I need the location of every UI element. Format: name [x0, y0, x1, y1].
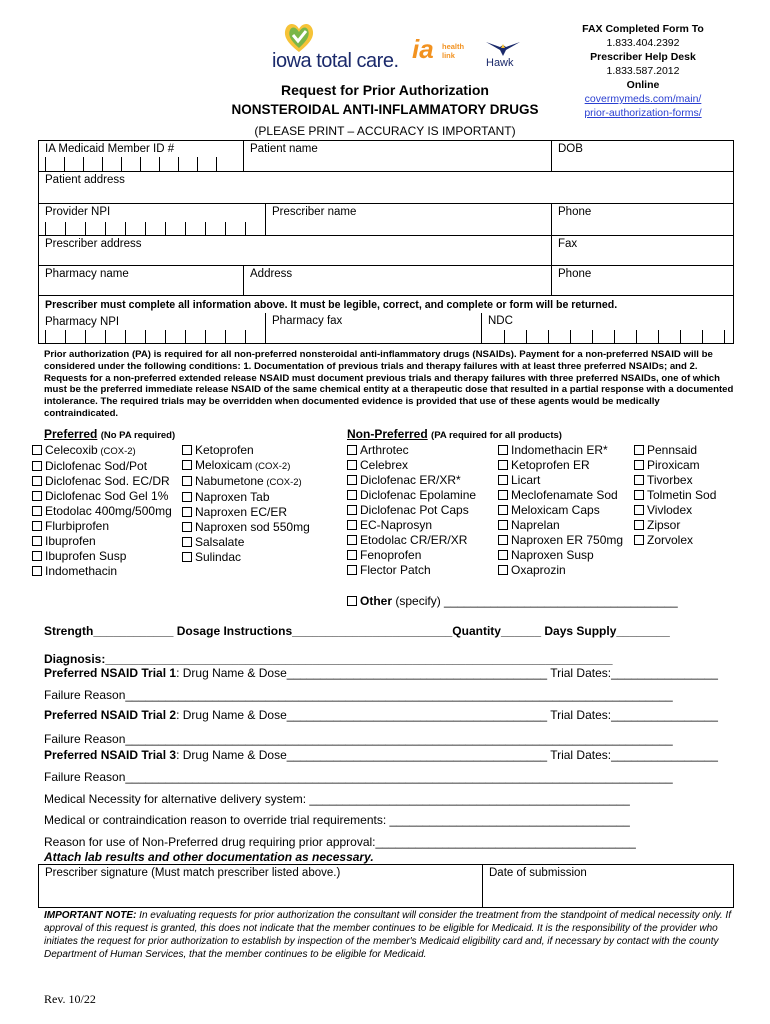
preferred-drug-note: (COX-2)	[252, 461, 291, 472]
other-checkbox[interactable]	[347, 596, 357, 606]
other-specify-field[interactable]: (specify) ___________________________________	[395, 594, 678, 608]
preferred-drug-item[interactable]	[182, 505, 310, 520]
patient-address-field[interactable]: Patient address	[39, 171, 733, 204]
nonpreferred-drug-checkbox[interactable]	[347, 550, 357, 560]
nonpreferred-drug-item[interactable]	[498, 488, 623, 503]
preferred-drug-item[interactable]	[182, 458, 310, 474]
form-title: Request for Prior Authorization	[281, 82, 489, 98]
covermymeds-link[interactable]: covermymeds.com/main/	[584, 93, 702, 105]
preferred-drug-item[interactable]	[182, 443, 310, 458]
dosage-field[interactable]: Dosage Instructions________________________	[176, 624, 453, 638]
nonpreferred-drug-checkbox[interactable]	[634, 475, 644, 485]
preferred-drug-checkbox[interactable]	[182, 552, 192, 562]
preferred-list-1	[32, 443, 172, 579]
prescriber-name-field[interactable]: Prescriber name	[265, 204, 550, 236]
preferred-drug-item[interactable]	[32, 534, 172, 549]
preferred-drug-label: Meloxicam	[195, 458, 253, 472]
pharmacy-name-field[interactable]: Pharmacy name	[45, 268, 129, 280]
nonpreferred-drug-item[interactable]	[347, 563, 476, 578]
prescriber-signature-field[interactable]: Prescriber signature (Must match prescriber listed above.)	[45, 867, 341, 879]
med-necessity-field[interactable]: Medical Necessity for alternative delivery system: ________________________________________________	[44, 792, 630, 806]
nonpreferred-drug-checkbox[interactable]	[347, 460, 357, 470]
nonpreferred-drug-item[interactable]	[347, 533, 476, 548]
trial2-drug-field[interactable]: : Drug Name & Dose_______________________________________	[176, 708, 548, 722]
preferred-drug-label: Naproxen EC/ER	[195, 505, 288, 519]
nonpreferred-drug-label: Vivlodex	[647, 503, 693, 517]
provider-npi-label: Provider NPI	[45, 206, 111, 218]
nonpreferred-drug-label: Meloxicam Caps	[511, 503, 600, 517]
info-grid	[38, 140, 734, 344]
row-pharmacy	[39, 265, 733, 296]
nonpreferred-drug-item[interactable]	[347, 473, 476, 488]
nonpreferred-drug-label: EC-Naprosyn	[360, 518, 433, 532]
ia-health-link-logo: ia health link	[412, 34, 465, 64]
preferred-drug-item[interactable]	[32, 489, 172, 504]
nonpreferred-list-1	[347, 443, 476, 578]
provider-npi-field[interactable]	[45, 222, 265, 236]
nonpreferred-drug-checkbox[interactable]	[498, 535, 508, 545]
nonpreferred-drug-item[interactable]	[498, 473, 623, 488]
nonpreferred-drug-checkbox[interactable]	[347, 490, 357, 500]
nonpreferred-drug-checkbox[interactable]	[634, 445, 644, 455]
preferred-drug-item[interactable]	[182, 535, 310, 550]
important-note	[44, 909, 734, 961]
failure2-field[interactable]: Failure Reason__________________________________________________________________________________	[44, 732, 673, 746]
preferred-drug-checkbox[interactable]	[182, 445, 192, 455]
nonpreferred-drug-label: Naproxen Susp	[511, 548, 594, 562]
trial1-drug-field[interactable]: : Drug Name & Dose_______________________________________	[176, 666, 548, 680]
preferred-drug-label: Ibuprofen	[45, 534, 96, 548]
nonpreferred-drug-item[interactable]	[498, 503, 623, 518]
failure3-field[interactable]: Failure Reason__________________________________________________________________________________	[44, 770, 673, 784]
nonpreferred-drug-item[interactable]	[634, 533, 716, 548]
preferred-drug-checkbox[interactable]	[32, 551, 42, 561]
nonpreferred-drug-item[interactable]	[347, 488, 476, 503]
nonpreferred-drug-label: Arthrotec	[360, 443, 409, 457]
fax-number: 1.833.404.2392	[606, 37, 680, 49]
nonpreferred-drug-checkbox[interactable]	[347, 565, 357, 575]
preferred-drug-item[interactable]	[32, 459, 172, 474]
row-prescriber-address	[39, 235, 733, 266]
strength-field[interactable]: Strength____________	[44, 624, 174, 638]
revision-label: Rev. 10/22	[44, 992, 96, 1006]
nonpreferred-drug-checkbox[interactable]	[498, 475, 508, 485]
dob-field[interactable]: DOB	[551, 141, 733, 171]
nonpreferred-drug-checkbox[interactable]	[498, 520, 508, 530]
trial2-row: Preferred NSAID Trial 2: Drug Name & Dose_______________________________________ Trial Dates:________________	[44, 708, 718, 722]
preferred-drug-checkbox[interactable]	[32, 476, 42, 486]
preferred-drug-item[interactable]	[32, 504, 172, 519]
days-supply-field[interactable]: Days Supply________	[544, 624, 670, 638]
logo-text: iowa total care.	[272, 50, 399, 72]
help-desk-number: 1.833.587.2012	[606, 65, 680, 77]
row-pharmacy-npi	[39, 295, 733, 344]
nonpreferred-drug-label: Piroxicam	[647, 458, 700, 472]
nonpreferred-drug-label: Ketoprofen ER	[511, 458, 590, 472]
preferred-drug-item[interactable]	[182, 520, 310, 535]
nonpreferred-drug-checkbox[interactable]	[634, 460, 644, 470]
nonpreferred-drug-label: Tivorbex	[647, 473, 693, 487]
nonpreferred-drug-label: Pennsaid	[647, 443, 698, 457]
nonpreferred-drug-item[interactable]	[498, 518, 623, 533]
heart-logo-icon	[282, 20, 316, 54]
preferred-drug-label: Diclofenac Sod. EC/DR	[45, 474, 170, 488]
quantity-field[interactable]: Quantity______	[452, 624, 542, 638]
other-drug-row: Other (specify) ___________________________________	[347, 594, 678, 608]
preferred-drug-checkbox[interactable]	[182, 507, 192, 517]
preferred-drug-label: Naproxen sod 550mg	[195, 520, 310, 534]
nonpreferred-drug-item[interactable]	[634, 518, 716, 533]
preferred-drug-item[interactable]	[32, 519, 172, 534]
nonpreferred-drug-item[interactable]	[347, 548, 476, 563]
preferred-drug-label: Indomethacin	[45, 564, 118, 578]
preferred-drug-item[interactable]	[32, 564, 172, 579]
form-subtitle: NONSTEROIDAL ANTI-INFLAMMATORY DRUGS	[231, 102, 539, 117]
nonpreferred-drug-checkbox[interactable]	[498, 505, 508, 515]
preferred-drug-label: Naproxen Tab	[195, 490, 270, 504]
failure1-field[interactable]: Failure Reason__________________________________________________________________________________	[44, 688, 673, 702]
nonpreferred-drug-checkbox[interactable]	[498, 565, 508, 575]
member-id-field[interactable]	[45, 157, 235, 171]
nonpreferred-drug-checkbox[interactable]	[498, 490, 508, 500]
nonpreferred-drug-item[interactable]	[347, 443, 476, 458]
preferred-drug-checkbox[interactable]	[32, 491, 42, 501]
preferred-drug-item[interactable]	[32, 443, 172, 459]
signature-box	[38, 864, 734, 908]
nonpreferred-drug-item[interactable]	[347, 458, 476, 473]
nonpreferred-drug-label: Diclofenac ER/XR*	[360, 473, 461, 487]
pa-criteria-text: Prior authorization (PA) is required for all non-preferred nonsteroidal anti-inflammatory drugs (NSAIDs). Payment for a non-preferred NSAID will be considered under the following conditions: 1. Documentation of previous trials and therapy failures with at least three preferred NSAIDs; and 2. Requests for a non-preferred extended release NSAID must document previous trials and therapy failures with three preferred NSAIDs, one of which must be the preferred immediate release NSAID of the same chemical entity at a therapeutic dose that resulted in a partial response with a documented intolerance. The required trials may be overridden when documented evidence is provided that use of these agents would be medically contraindicated.	[44, 349, 734, 419]
preferred-drug-item[interactable]	[182, 550, 310, 565]
print-note: (PLEASE PRINT – ACCURACY IS IMPORTANT)	[254, 124, 516, 138]
preferred-drug-label: Ibuprofen Susp	[45, 549, 127, 563]
nonpreferred-drug-item[interactable]	[498, 548, 623, 563]
nonpreferred-list-3	[634, 443, 716, 548]
nonpreferred-drug-checkbox[interactable]	[347, 535, 357, 545]
pharmacy-phone-field[interactable]: Phone	[551, 266, 733, 296]
preferred-drug-checkbox[interactable]	[182, 476, 192, 486]
trial3-dates-field[interactable]: Trial Dates:________________	[550, 748, 718, 762]
nonpreferred-drug-checkbox[interactable]	[347, 475, 357, 485]
preferred-drug-checkbox[interactable]	[32, 445, 42, 455]
trial1-row: Preferred NSAID Trial 1: Drug Name & Dose_______________________________________ Trial Dates:________________	[44, 666, 718, 680]
preferred-drug-item[interactable]	[32, 474, 172, 489]
nonpreferred-drug-label: Naproxen ER 750mg	[511, 533, 624, 547]
nonpreferred-drug-label: Diclofenac Epolamine	[360, 488, 477, 502]
prescriber-address-field[interactable]: Prescriber address	[45, 238, 142, 250]
preferred-drug-checkbox[interactable]	[32, 461, 42, 471]
hawk-bird-icon	[486, 40, 520, 58]
nonpreferred-drug-label: Oxaprozin	[511, 563, 566, 577]
trial3-drug-field[interactable]: : Drug Name & Dose_______________________________________	[176, 748, 548, 762]
trial2-dates-field[interactable]: Trial Dates:________________	[550, 708, 718, 722]
trial1-dates-field[interactable]: Trial Dates:________________	[550, 666, 718, 680]
preferred-drug-item[interactable]	[182, 490, 310, 505]
preferred-drug-label: Diclofenac Sod/Pot	[45, 459, 148, 473]
ndc-field[interactable]: NDC	[481, 313, 733, 344]
nonpreferred-drug-label: Zorvolex	[647, 533, 694, 547]
preferred-drug-item[interactable]	[32, 549, 172, 564]
preferred-drug-item[interactable]	[182, 474, 310, 490]
help-desk-label: Prescriber Help Desk	[590, 51, 696, 63]
member-id-label: IA Medicaid Member ID #	[45, 143, 175, 155]
preferred-drug-label: Celecoxib	[45, 443, 98, 457]
preferred-drug-checkbox[interactable]	[182, 522, 192, 532]
preferred-drug-note: (COX-2)	[97, 446, 136, 457]
nonpreferred-drug-label: Meclofenamate Sod	[511, 488, 618, 502]
important-note-text: In evaluating requests for prior authorization the consultant will consider the treatment from the standpoint of medical necessity only. If approval of this request is granted, this does not indicate that the member continues to be eligible for Medicaid. It is the responsibility of the provider who initiates the request for prior authorization to establish by inspection of the member's Medicaid eligibility card and, if necessary by contact with the county Department of Human Services, that the member continues to be eligible for Medicaid.	[44, 910, 731, 960]
nonpreferred-drug-checkbox[interactable]	[634, 490, 644, 500]
nonpreferred-drug-label: Etodolac CR/ER/XR	[360, 533, 468, 547]
preferred-drug-checkbox[interactable]	[182, 537, 192, 547]
attach-notice: Attach lab results and other documentation as necessary.	[44, 850, 374, 864]
contraindication-field[interactable]: Medical or contraindication reason to override trial requirements: ____________________________________	[44, 813, 630, 827]
row-member	[39, 141, 733, 171]
nonpreferred-drug-label: Fenoprofen	[360, 548, 422, 562]
preferred-drug-checkbox[interactable]	[32, 536, 42, 546]
form-title-block	[210, 82, 560, 138]
contact-info	[568, 22, 718, 120]
nonpreferred-list-2	[498, 443, 623, 578]
preferred-drug-label: Ketoprofen	[195, 443, 254, 457]
nonpreferred-drug-checkbox[interactable]	[347, 520, 357, 530]
preferred-drug-checkbox[interactable]	[182, 460, 192, 470]
preferred-drug-checkbox[interactable]	[32, 506, 42, 516]
fax-label: FAX Completed Form To	[582, 23, 704, 35]
nonpreferred-drug-checkbox[interactable]	[347, 505, 357, 515]
nonpreferred-drug-checkbox[interactable]	[634, 505, 644, 515]
important-note-label: IMPORTANT NOTE:	[44, 910, 137, 921]
nonpreferred-drug-item[interactable]	[634, 503, 716, 518]
nonpreferred-drug-item[interactable]	[634, 458, 716, 473]
trial3-row: Preferred NSAID Trial 3: Drug Name & Dose_______________________________________ Trial Dates:________________	[44, 748, 718, 762]
preferred-heading: Preferred (No PA required)	[44, 427, 176, 441]
nonpreferred-drug-item[interactable]	[498, 563, 623, 578]
nonpreferred-drug-checkbox[interactable]	[498, 550, 508, 560]
phone-field[interactable]: Phone	[551, 204, 733, 236]
pharmacy-fax-field[interactable]: Pharmacy fax	[265, 313, 482, 344]
nonpreferred-drug-checkbox[interactable]	[634, 535, 644, 545]
nonpreferred-drug-label: Zipsor	[647, 518, 681, 532]
nonpreferred-reason-field[interactable]: Reason for use of Non-Preferred drug requiring prior approval:_______________________________________	[44, 835, 636, 849]
preferred-drug-label: Diclofenac Sod Gel 1%	[45, 489, 169, 503]
nonpreferred-drug-item[interactable]	[347, 518, 476, 533]
nonpreferred-drug-checkbox[interactable]	[498, 445, 508, 455]
preferred-drug-label: Etodolac 400mg/500mg	[45, 504, 172, 518]
nonpreferred-heading: Non-Preferred (PA required for all products)	[347, 427, 562, 441]
must-complete-notice: Prescriber must complete all information above. It must be legible, correct, and complete or form will be returned.	[45, 299, 618, 311]
nonpreferred-drug-label: Naprelan	[511, 518, 560, 532]
covermymeds-link-2[interactable]: prior-authorization-forms/	[584, 107, 702, 119]
preferred-drug-label: Nabumetone	[195, 474, 264, 488]
preferred-drug-checkbox[interactable]	[182, 492, 192, 502]
online-label: Online	[626, 79, 660, 91]
nonpreferred-drug-checkbox[interactable]	[634, 520, 644, 530]
nonpreferred-drug-checkbox[interactable]	[347, 445, 357, 455]
pharmacy-address-field[interactable]: Address	[243, 266, 550, 296]
nonpreferred-drug-checkbox[interactable]	[498, 460, 508, 470]
hawk-logo: Hawk	[484, 40, 524, 70]
nonpreferred-drug-label: Licart	[511, 473, 541, 487]
preferred-drug-note: (COX-2)	[263, 477, 302, 488]
pharmacy-npi-label: Pharmacy NPI	[45, 316, 120, 328]
nonpreferred-drug-item[interactable]	[634, 443, 716, 458]
iowa-total-care-logo	[272, 20, 402, 72]
nonpreferred-drug-label: Diclofenac Pot Caps	[360, 503, 469, 517]
preferred-list-2	[182, 443, 310, 565]
date-of-submission-field[interactable]: Date of submission	[482, 865, 733, 907]
nonpreferred-drug-label: Flector Patch	[360, 563, 431, 577]
strength-row	[44, 624, 670, 638]
nonpreferred-drug-label: Tolmetin Sod	[647, 488, 717, 502]
row-provider	[39, 203, 733, 236]
preferred-drug-label: Sulindac	[195, 550, 242, 564]
nonpreferred-drug-label: Celebrex	[360, 458, 409, 472]
nonpreferred-drug-item[interactable]	[634, 473, 716, 488]
nonpreferred-drug-item[interactable]	[634, 488, 716, 503]
nonpreferred-drug-item[interactable]	[498, 533, 623, 548]
preferred-drug-label: Salsalate	[195, 535, 245, 549]
nonpreferred-drug-item[interactable]	[498, 443, 623, 458]
preferred-drug-checkbox[interactable]	[32, 566, 42, 576]
nonpreferred-drug-item[interactable]	[498, 458, 623, 473]
nonpreferred-drug-item[interactable]	[347, 503, 476, 518]
nonpreferred-drug-label: Indomethacin ER*	[511, 443, 608, 457]
patient-name-field[interactable]: Patient name	[243, 141, 550, 171]
preferred-drug-checkbox[interactable]	[32, 521, 42, 531]
preferred-drug-label: Flurbiprofen	[45, 519, 110, 533]
pharmacy-npi-field[interactable]	[45, 330, 265, 344]
fax-field[interactable]: Fax	[551, 236, 733, 266]
diagnosis-field[interactable]: Diagnosis:____________________________________________________________________________	[44, 652, 613, 666]
